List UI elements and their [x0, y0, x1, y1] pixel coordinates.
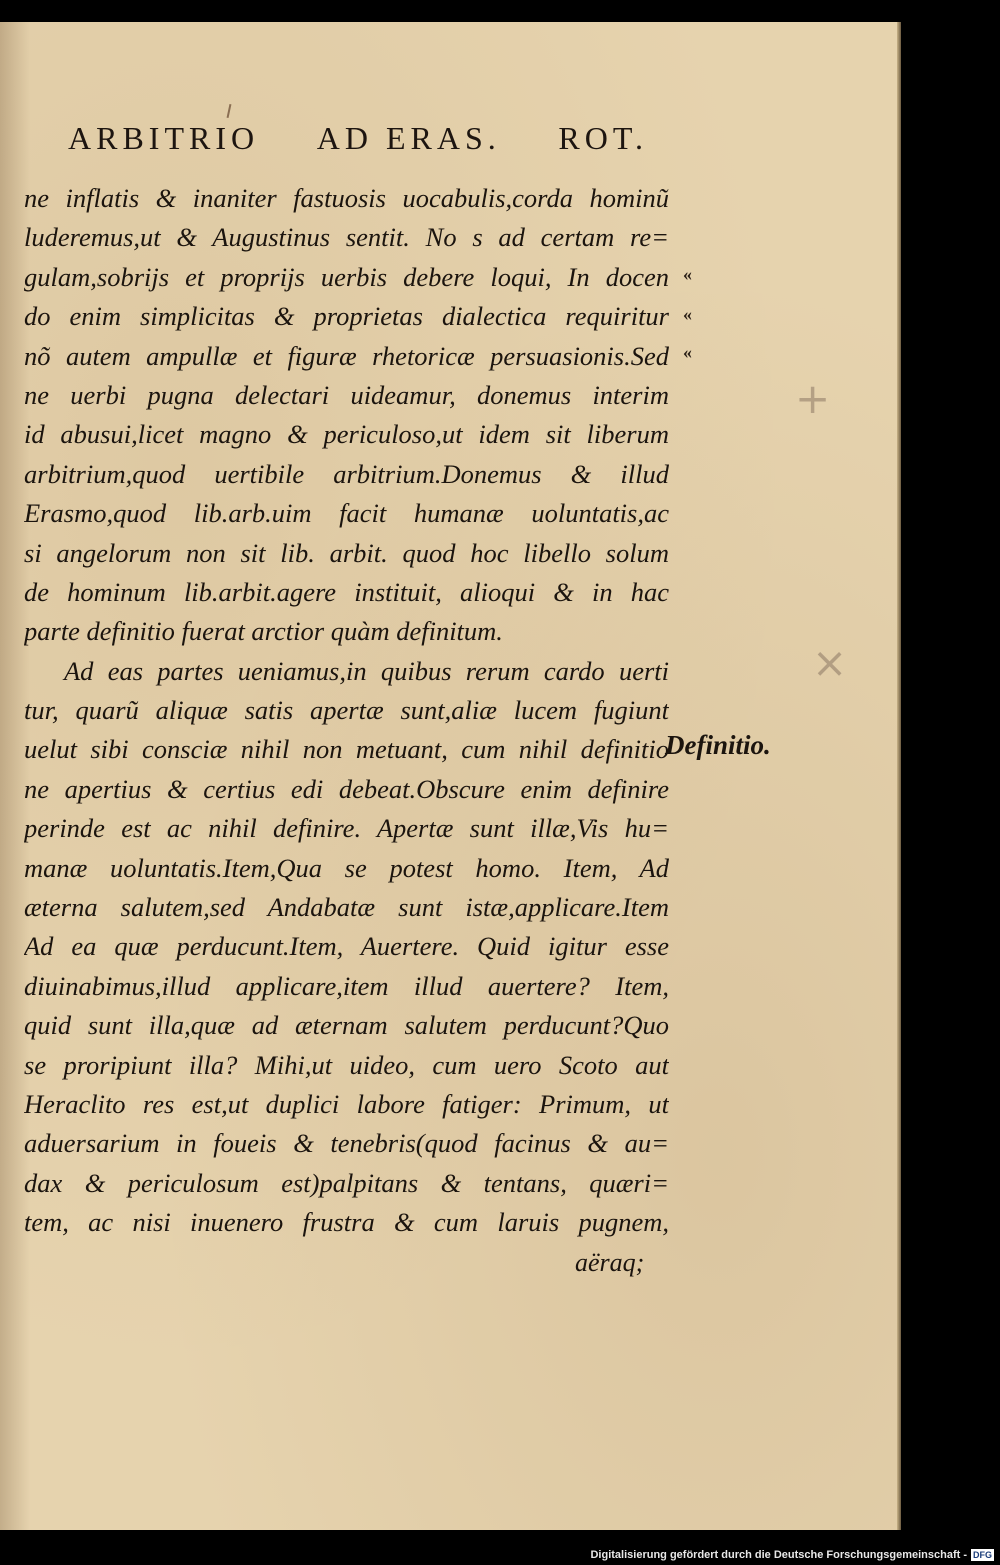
- quote-mark: «: [683, 342, 692, 362]
- text-line: manæ uoluntatis.Item,Qua se potest homo. Item, Ad: [24, 852, 669, 883]
- text-line: tur, quarũ aliquæ satis apertæ sunt,aliæ lucem fugiunt: [24, 695, 669, 726]
- text-line: Heraclito res est,ut duplici labore fatiger: Primum, ut: [24, 1088, 669, 1119]
- text-line: Erasmo,quod lib.arb.uim facit humanæ uoluntatis,ac: [24, 498, 669, 529]
- marginal-note: Definitio.: [665, 730, 771, 760]
- text-line: quid sunt illa,quæ ad æternam salutem perducunt?Quo: [24, 1010, 669, 1041]
- running-head-right: ROT.: [558, 120, 648, 156]
- text-line: id abusui,licet magno & periculoso,ut idem sit liberum: [24, 419, 669, 450]
- text-line: ne uerbi pugna delectari uideamur, donemus interim: [24, 379, 669, 410]
- footer-credit: [590, 1549, 994, 1561]
- pencil-cross-mark: ×: [812, 638, 848, 687]
- text-line: tem, ac nisi inuenero frustra & cum laruis pugnem,: [24, 1207, 669, 1238]
- text-line: do enim simplicitas & proprietas dialectica requiritur: [24, 301, 669, 332]
- running-head: [68, 120, 648, 157]
- text-line: si angelorum non sit lib. arbit. quod hoc libello solum: [24, 537, 669, 568]
- catchword: aëraq;: [575, 1248, 645, 1277]
- running-head-left: ARBITRIO: [68, 120, 260, 156]
- text-line: parte definitio fuerat arctior quàm definitum.: [24, 616, 503, 647]
- text-line: æterna salutem,sed Andabatæ sunt istæ,applicare.Item: [24, 892, 669, 923]
- text-line: de hominum lib.arbit.agere instituit, alioqui & in hac: [24, 576, 669, 607]
- page-edge: [897, 22, 901, 1530]
- text-line: arbitrium,quod uertibile arbitrium.Donemus & illud: [24, 458, 669, 489]
- quote-mark: «: [683, 304, 692, 324]
- text-line: gulam,sobrijs et proprijs uerbis debere loqui, In docen: [24, 261, 669, 292]
- text-line: perinde est ac nihil definire. Apertæ sunt illæ,Vis hu=: [24, 813, 669, 844]
- quote-mark: «: [683, 264, 692, 284]
- pencil-cross-mark: +: [795, 374, 831, 423]
- footer-text: Digitalisierung gefördert durch die Deutsche Forschungsgemeinschaft -: [590, 1549, 967, 1561]
- body-text: [24, 179, 669, 1243]
- text-line: se proripiunt illa? Mihi,ut uideo, cum uero Scoto aut: [24, 1049, 669, 1080]
- text-line: nõ autem ampullæ et figuræ rhetoricæ persuasionis.Sed: [24, 340, 669, 371]
- text-line: luderemus,ut & Augustinus sentit. No s ad certam re=: [24, 222, 669, 253]
- book-page: [0, 22, 898, 1530]
- ink-mark: [227, 104, 232, 118]
- running-head-middle: AD ERAS.: [316, 120, 501, 156]
- text-line: aduersarium in foueis & tenebris(quod facinus & au=: [24, 1128, 669, 1159]
- text-line: uelut sibi consciæ nihil non metuant, cum nihil definitio: [24, 734, 669, 765]
- text-line: Ad ea quæ perducunt.Item, Auertere. Quid igitur esse: [24, 931, 669, 962]
- dfg-logo: DFG: [973, 1550, 992, 1560]
- text-line: diuinabimus,illud applicare,item illud auertere? Item,: [24, 970, 669, 1001]
- text-line: Ad eas partes ueniamus,in quibus rerum cardo uerti: [64, 655, 669, 686]
- text-line: ne apertius & certius edi debeat.Obscure enim definire: [24, 773, 669, 804]
- text-line: ne inflatis & inaniter fastuosis uocabulis,corda hominũ: [24, 183, 669, 213]
- text-line: dax & periculosum est)palpitans & tentans, quæri=: [24, 1167, 669, 1198]
